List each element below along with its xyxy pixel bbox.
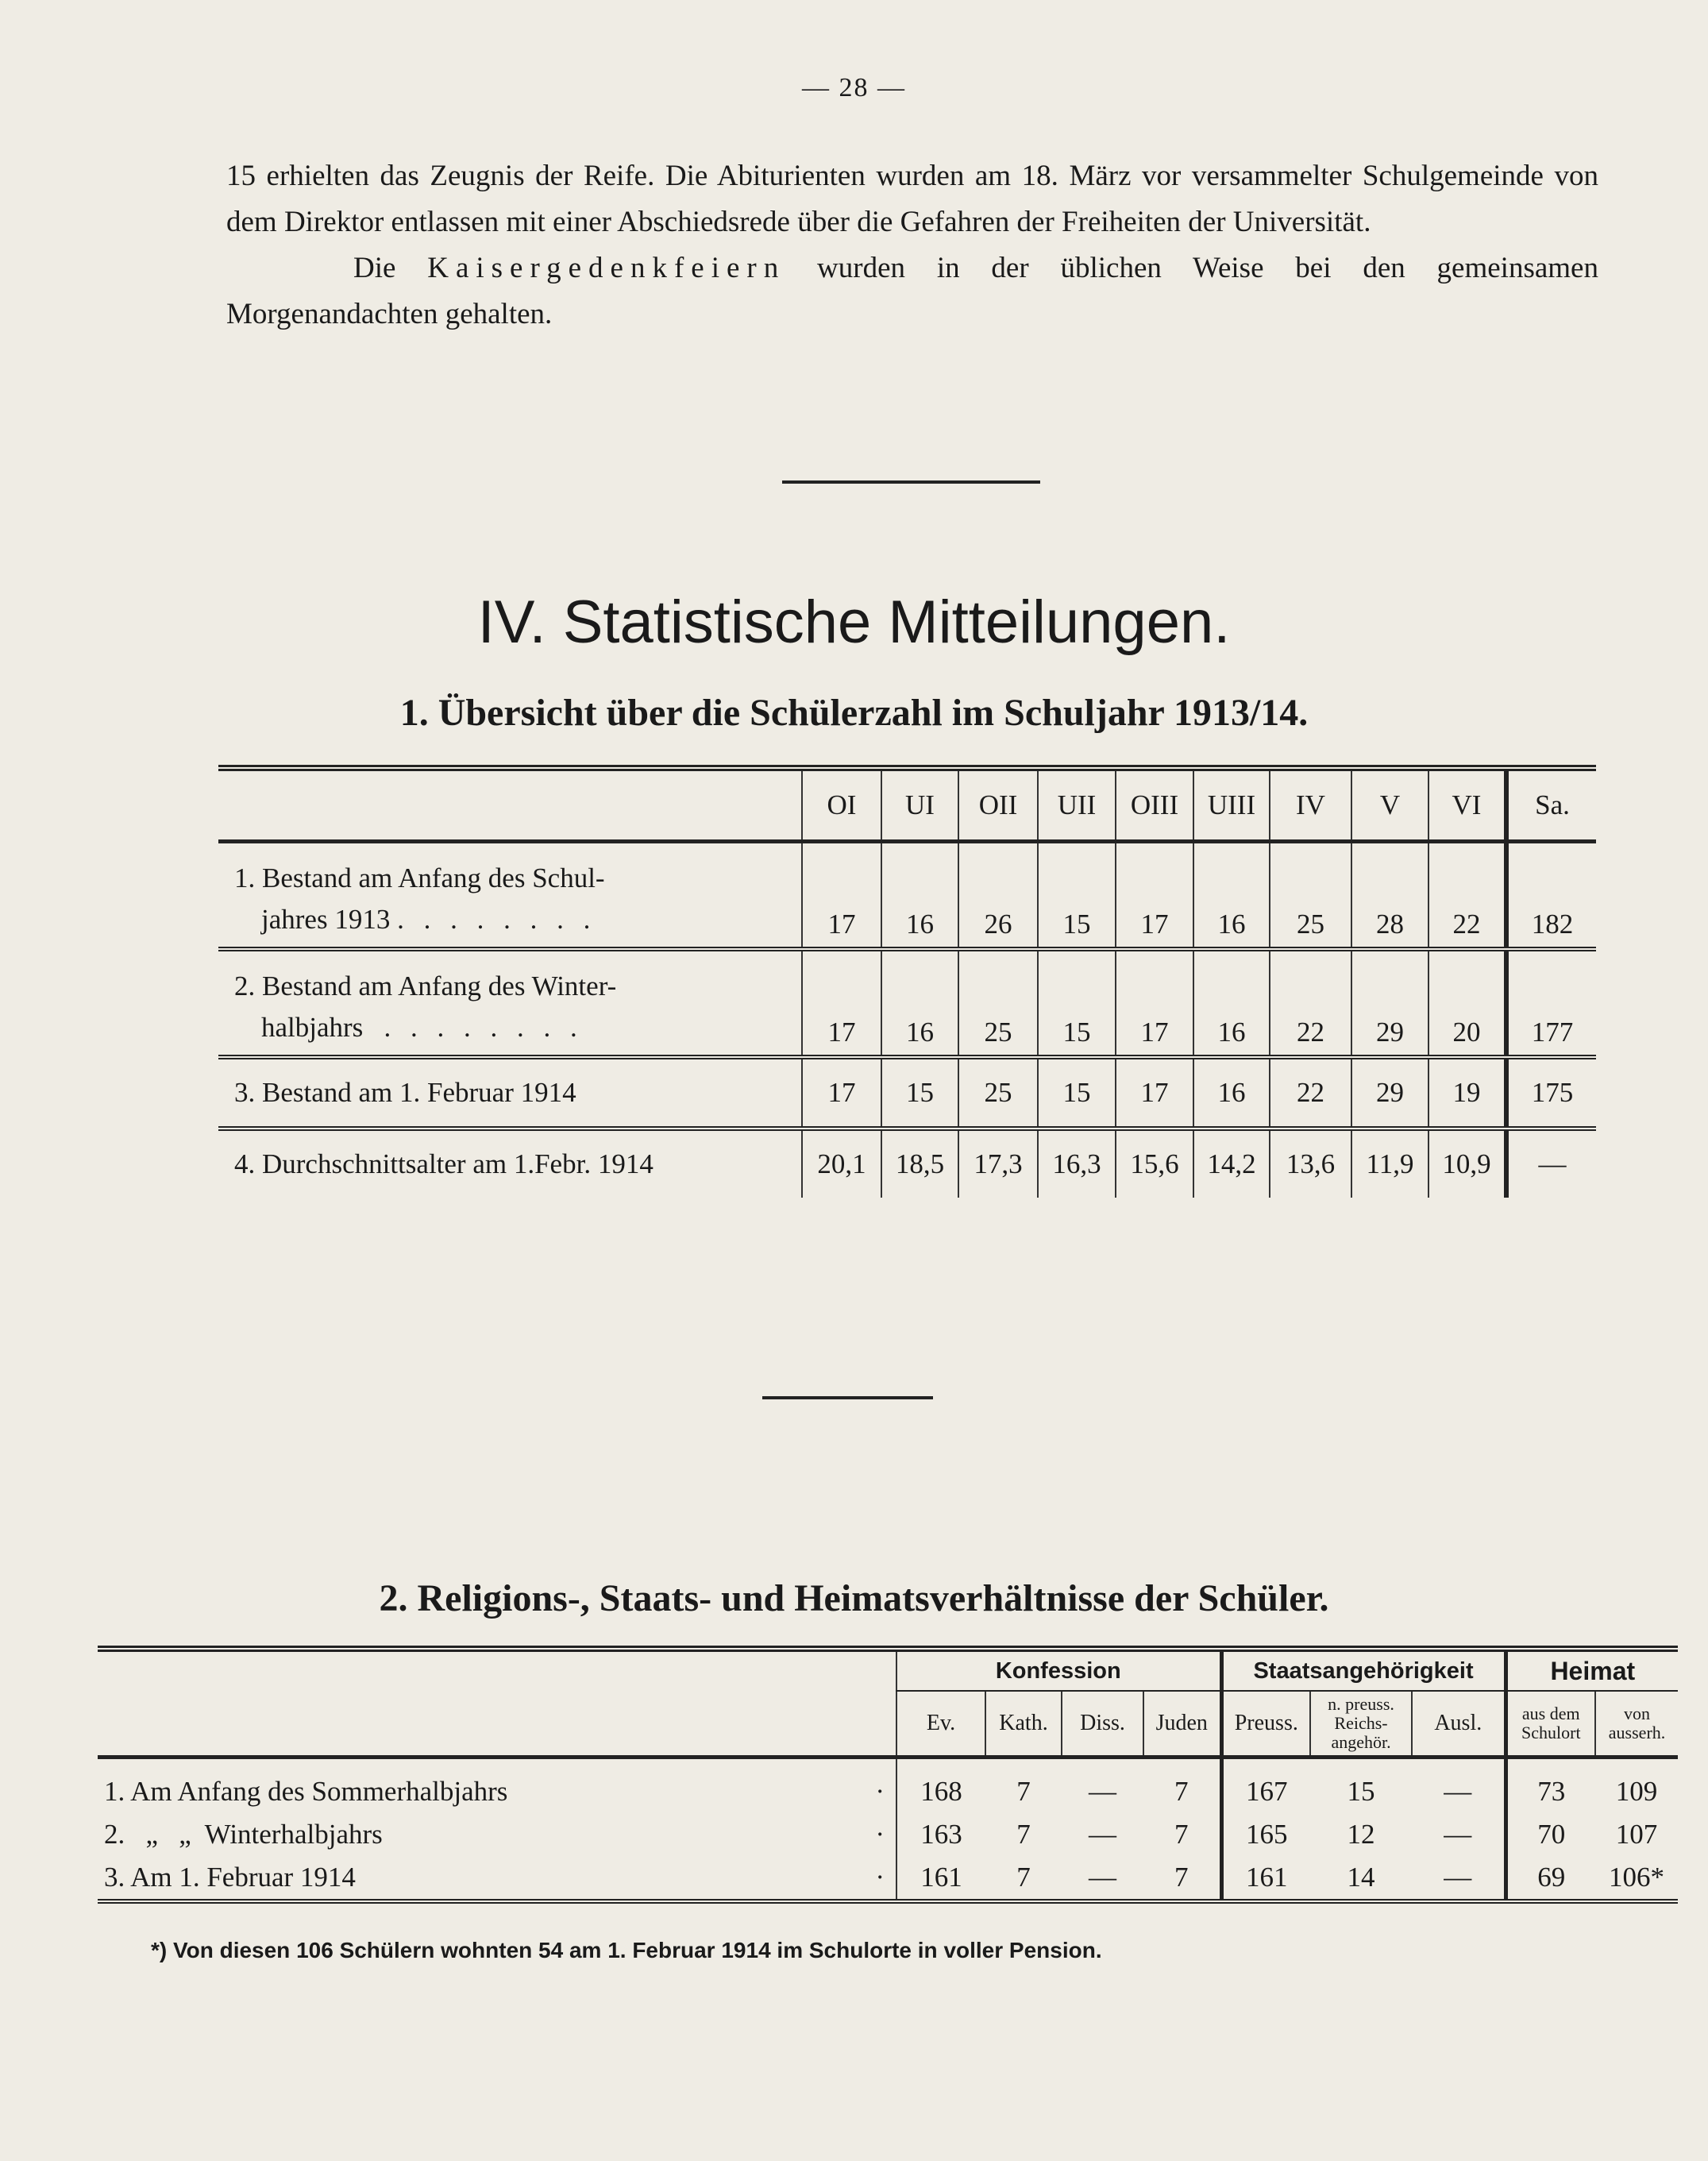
cell: 29 bbox=[1351, 1057, 1428, 1129]
cell: 7 bbox=[1016, 1819, 1031, 1850]
cell: 15 bbox=[881, 1057, 958, 1129]
header-blank bbox=[98, 1649, 896, 1691]
cell: 17 bbox=[1116, 1057, 1193, 1129]
row-label: 4. Durchschnittsalter am 1.Febr. 1914 bbox=[234, 1148, 654, 1179]
col-juden: Juden bbox=[1143, 1691, 1221, 1758]
cell: 17 bbox=[802, 842, 881, 950]
paragraph-start: Die bbox=[353, 252, 428, 284]
cell: 17 bbox=[802, 1057, 881, 1129]
cell: 7 bbox=[1174, 1819, 1189, 1850]
cell: 106* bbox=[1609, 1862, 1665, 1893]
col-ev: Ev. bbox=[896, 1691, 985, 1758]
cell: 22 bbox=[1270, 1057, 1351, 1129]
cell: 70 bbox=[1506, 1813, 1595, 1856]
cell: 14 bbox=[1347, 1862, 1375, 1893]
cell: 20,1 bbox=[802, 1129, 881, 1198]
cell: 7 bbox=[1174, 1776, 1189, 1807]
cell: 7 bbox=[1174, 1862, 1189, 1893]
table1-header-row bbox=[218, 768, 1596, 842]
page-number: — 28 — bbox=[802, 73, 906, 102]
col-kath: Kath. bbox=[985, 1691, 1062, 1758]
cell: 17 bbox=[802, 949, 881, 1057]
cell: 165 bbox=[1221, 1813, 1310, 1856]
cell: 25 bbox=[958, 1057, 1038, 1129]
cell: 29 bbox=[1351, 949, 1428, 1057]
cell: 17 bbox=[1116, 949, 1193, 1057]
cell: 167 bbox=[1221, 1758, 1310, 1814]
cell: 16 bbox=[881, 842, 958, 950]
cell: 69 bbox=[1506, 1856, 1595, 1901]
cell: 25 bbox=[958, 949, 1038, 1057]
cell: 11,9 bbox=[1351, 1129, 1428, 1198]
col-header: UIII bbox=[1193, 768, 1270, 842]
cell: 15,6 bbox=[1116, 1129, 1193, 1198]
cell: 13,6 bbox=[1270, 1129, 1351, 1198]
cell: 18,5 bbox=[881, 1129, 958, 1198]
row-label-line2: jahres 1913 . . . . . . . . bbox=[261, 904, 597, 935]
spaced-word: Kaisergedenkfeiern bbox=[427, 252, 786, 284]
cell: 161 bbox=[896, 1856, 985, 1901]
cell: 168 bbox=[896, 1758, 985, 1814]
cell: — bbox=[1089, 1862, 1116, 1893]
col-diss: Diss. bbox=[1062, 1691, 1143, 1758]
cell: 12 bbox=[1347, 1819, 1375, 1850]
cell: 73 bbox=[1506, 1758, 1595, 1814]
cell: 16 bbox=[1193, 1057, 1270, 1129]
cell: 7 bbox=[1016, 1862, 1031, 1893]
header-blank bbox=[98, 1691, 896, 1758]
group-staat: Staatsangehörigkeit bbox=[1221, 1649, 1506, 1691]
col-header: OI bbox=[802, 768, 881, 842]
paragraph-abitur: 15 erhielten das Zeugnis der Reife. Die Abiturienten wurden am 18. März vor versammelter Schulgemeinde von dem Direktor entlassen mit einer Abschiedsrede über die Gefahren der Freiheiten der Universität. bbox=[226, 160, 1598, 238]
cell: 19 bbox=[1428, 1057, 1506, 1129]
cell: 10,9 bbox=[1428, 1129, 1506, 1198]
cell-sum: — bbox=[1506, 1129, 1596, 1198]
table-row bbox=[98, 1856, 1678, 1901]
separator-rule bbox=[782, 480, 1040, 484]
col-header: UI bbox=[881, 768, 958, 842]
cell: — bbox=[1444, 1819, 1472, 1850]
cell: 15 bbox=[1038, 842, 1116, 950]
footnote: *) Von diesen 106 Schülern wohnten 54 am 1. Februar 1914 im Schulorte in voller Pension. bbox=[151, 1938, 1102, 1962]
cell: 161 bbox=[1221, 1856, 1310, 1901]
cell: 7 bbox=[1016, 1776, 1031, 1807]
cell-sum: 175 bbox=[1506, 1057, 1596, 1129]
table-row bbox=[218, 1129, 1596, 1198]
cell: 17,3 bbox=[958, 1129, 1038, 1198]
body-text bbox=[226, 153, 1598, 338]
group-heimat: Heimat bbox=[1506, 1649, 1678, 1691]
section-title: IV. Statistische Mitteilungen. bbox=[477, 588, 1231, 656]
table2-subheader-row bbox=[98, 1691, 1678, 1758]
cell-sum: 177 bbox=[1506, 949, 1596, 1057]
row-label bbox=[218, 842, 802, 950]
col-ausserhalb: von ausserh. bbox=[1595, 1691, 1678, 1758]
cell: 15 bbox=[1038, 949, 1116, 1057]
row-label: 2. „ „ Winterhalbjahrs · bbox=[104, 1819, 885, 1850]
cell: 15 bbox=[1038, 1057, 1116, 1129]
table-row bbox=[218, 949, 1596, 1057]
col-header-sum: Sa. bbox=[1506, 768, 1596, 842]
row-label-line1: 2. Bestand am Anfang des Winter- bbox=[234, 971, 617, 1001]
row-label: 1. Am Anfang des Sommerhalbjahrs · bbox=[104, 1776, 885, 1807]
student-count-table bbox=[218, 765, 1596, 1198]
cell: — bbox=[1089, 1819, 1116, 1850]
col-header: IV bbox=[1270, 768, 1351, 842]
cell: — bbox=[1444, 1776, 1472, 1807]
col-header: VI bbox=[1428, 768, 1506, 842]
cell: 28 bbox=[1351, 842, 1428, 950]
cell: 16 bbox=[1193, 949, 1270, 1057]
table2-title: 2. Religions-, Staats- und Heimatsverhältnisse der Schüler. bbox=[379, 1577, 1329, 1619]
cell: — bbox=[1089, 1776, 1116, 1807]
table-row bbox=[98, 1758, 1678, 1814]
row-label: 3. Bestand am 1. Februar 1914 bbox=[234, 1077, 576, 1108]
cell: 107 bbox=[1615, 1819, 1658, 1850]
table-row bbox=[98, 1813, 1678, 1856]
cell: 109 bbox=[1615, 1776, 1658, 1807]
col-header: UII bbox=[1038, 768, 1116, 842]
cell: 16,3 bbox=[1038, 1129, 1116, 1198]
col-ausl: Ausl. bbox=[1412, 1691, 1506, 1758]
col-schulort: aus dem Schulort bbox=[1506, 1691, 1595, 1758]
cell: 25 bbox=[1270, 842, 1351, 950]
cell: 16 bbox=[881, 949, 958, 1057]
cell: 15 bbox=[1347, 1776, 1375, 1807]
table-row bbox=[218, 1057, 1596, 1129]
separator-rule bbox=[762, 1396, 933, 1399]
cell: 16 bbox=[1193, 842, 1270, 950]
cell: 26 bbox=[958, 842, 1038, 950]
table2-group-row bbox=[98, 1649, 1678, 1691]
cell: 163 bbox=[896, 1813, 985, 1856]
table-row bbox=[218, 842, 1596, 950]
cell: 20 bbox=[1428, 949, 1506, 1057]
cell: 22 bbox=[1428, 842, 1506, 950]
cell: — bbox=[1444, 1862, 1472, 1893]
col-reichsangehoerig: n. preuss. Reichs- angehör. bbox=[1310, 1691, 1412, 1758]
header-blank bbox=[218, 768, 802, 842]
col-header: OII bbox=[958, 768, 1038, 842]
cell-sum: 182 bbox=[1506, 842, 1596, 950]
row-label bbox=[218, 949, 802, 1057]
row-label-line1: 1. Bestand am Anfang des Schul- bbox=[234, 862, 605, 893]
paragraph-kaisergedenkfeier bbox=[226, 245, 1598, 338]
col-header: OIII bbox=[1116, 768, 1193, 842]
cell: 14,2 bbox=[1193, 1129, 1270, 1198]
row-label: 3. Am 1. Februar 1914 · bbox=[104, 1862, 885, 1893]
cell: 17 bbox=[1116, 842, 1193, 950]
cell: 22 bbox=[1270, 949, 1351, 1057]
col-header: V bbox=[1351, 768, 1428, 842]
table1-title: 1. Übersicht über die Schülerzahl im Schuljahr 1913/14. bbox=[399, 692, 1309, 734]
col-preuss: Preuss. bbox=[1221, 1691, 1310, 1758]
religion-citizenship-table bbox=[98, 1646, 1678, 1904]
group-konfession: Konfession bbox=[896, 1649, 1221, 1691]
paragraph-end: wurden in der üblichen Weise bei den gemeinsamen Morgenandachten gehalten. bbox=[226, 252, 1598, 330]
row-label-line2: halbjahrs . . . . . . . . bbox=[261, 1012, 584, 1043]
